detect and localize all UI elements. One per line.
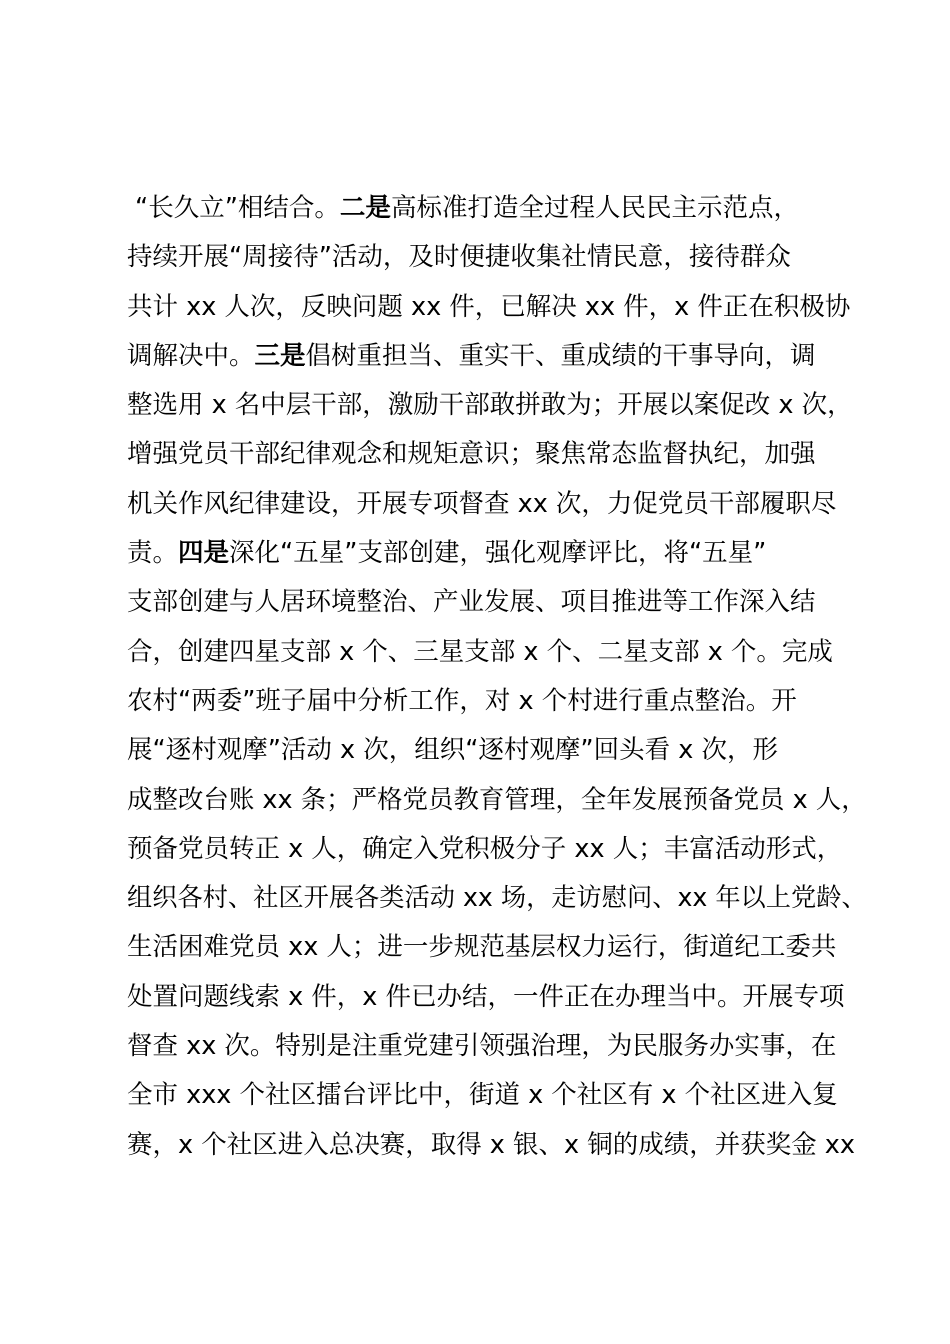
- text-line: [127, 677, 867, 726]
- text-line: [127, 233, 867, 282]
- bold-lead-text: 二是: [339, 193, 391, 223]
- text-line: [127, 1022, 867, 1071]
- line-text: 倡树重担当、重实干、重成绩的干事导向，调: [305, 340, 816, 371]
- line-text: 调解决中。: [127, 340, 255, 371]
- line-text: 深化“五星”支部创建，强化观摩评比，将“五星”: [229, 538, 767, 569]
- text-line: [127, 381, 867, 430]
- line-text: 共计 xx 人次，反映问题 xx 件，已解决 xx 件，x 件正在积极协: [127, 291, 851, 322]
- line-text: 生活困难党员 xx 人；进一步规范基层权力运行，街道纪工委共: [127, 932, 837, 963]
- line-text: 机关作风纪律建设，开展专项督查 xx 次，力促党员干部履职尽: [127, 488, 837, 519]
- text-line: [127, 529, 867, 578]
- body-text: [127, 184, 867, 1170]
- text-line: [127, 628, 867, 677]
- text-line: [127, 283, 867, 332]
- text-line: [127, 480, 867, 529]
- line-text: 责。: [127, 538, 179, 569]
- text-line: [135, 184, 867, 233]
- text-line: [127, 825, 867, 874]
- line-text: 整选用 x 名中层干部，激励干部敢拼敢为；开展以案促改 x 次，: [127, 390, 853, 421]
- bold-lead-text: 四是: [178, 538, 230, 569]
- line-text: 处置问题线索 x 件，x 件已办结，一件正在办理当中。开展专项: [127, 981, 845, 1012]
- text-line: [127, 332, 867, 381]
- line-text: 全市 xxx 个社区擂台评比中，街道 x 个社区有 x 个社区进入复: [127, 1080, 838, 1111]
- line-text: 组织各村、社区开展各类活动 xx 场，走访慰问、xx 年以上党龄、: [127, 883, 867, 914]
- line-text: 增强党员干部纪律观念和规矩意识；聚焦常态监督执纪，加强: [127, 439, 816, 470]
- text-line: [127, 726, 867, 775]
- text-line: [127, 578, 867, 627]
- line-text: 成整改台账 xx 条；严格党员教育管理，全年发展预备党员 x 人，: [127, 784, 867, 815]
- line-text: 赛，x 个社区进入总决赛，取得 x 银、x 铜的成绩，并获奖金 xx: [127, 1129, 855, 1160]
- text-line: [127, 1121, 867, 1170]
- line-text: 预备党员转正 x 人，确定入党积极分子 xx 人；丰富活动形式，: [127, 833, 843, 864]
- text-line: [127, 430, 867, 479]
- text-line: [127, 874, 867, 923]
- line-text: 督查 xx 次。特别是注重党建引领强治理，为民服务办实事，在: [127, 1031, 837, 1062]
- text-line: [127, 923, 867, 972]
- text-line: [127, 973, 867, 1022]
- line-text: 高标准打造全过程人民民主示范点，: [390, 193, 799, 223]
- bold-lead-text: 三是: [254, 340, 306, 371]
- text-line: [127, 776, 866, 825]
- line-text: “长久立”相结合。: [135, 193, 340, 223]
- text-line: [127, 1071, 867, 1120]
- line-text: 展“逐村观摩”活动 x 次，组织“逐村观摩”回头看 x 次，形: [127, 735, 778, 766]
- line-text: 支部创建与人居环境整治、产业发展、项目推进等工作深入结: [127, 587, 816, 618]
- line-text: 农村“两委”班子届中分析工作，对 x 个村进行重点整治。开: [127, 685, 797, 716]
- line-text: 持续开展“周接待”活动，及时便捷收集社情民意，接待群众: [127, 242, 791, 273]
- line-text: 合，创建四星支部 x 个、三星支部 x 个、二星支部 x 个。完成: [127, 636, 833, 667]
